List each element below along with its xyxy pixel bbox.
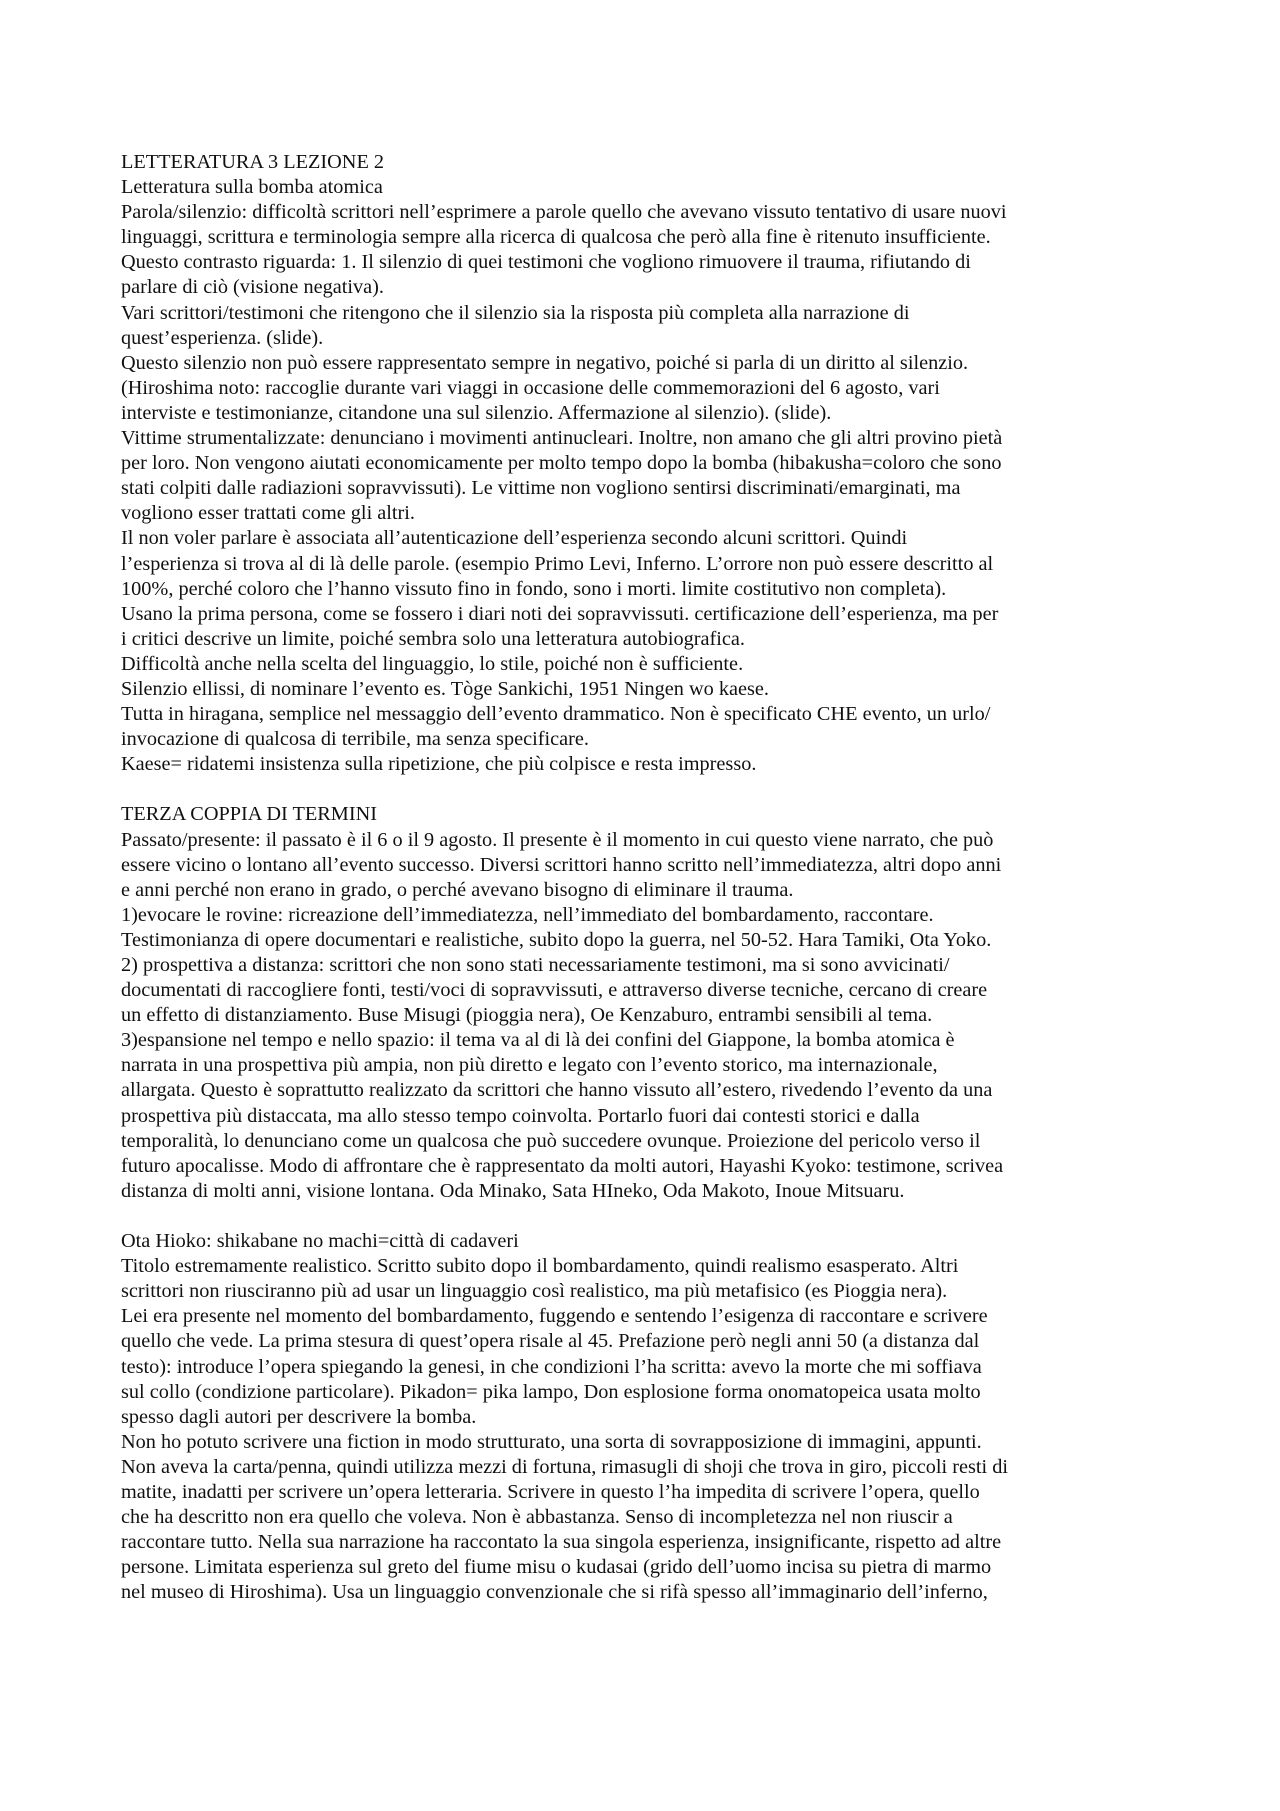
- text-line: 100%, perché coloro che l’hanno vissuto fino in fondo, sono i morti. limite costitutivo non completa).: [121, 577, 947, 600]
- text-line: distanza di molti anni, visione lontana. Oda Minako, Sata HIneko, Oda Makoto, Inoue Mitsuaru.: [121, 1179, 905, 1202]
- text-line: Questo silenzio non può essere rappresentato sempre in negativo, poiché si parla di un diritto al silenzio.: [121, 351, 969, 374]
- text-line: raccontare tutto. Nella sua narrazione ha raccontato la sua singola esperienza, insignificante, rispetto ad altre: [121, 1531, 1002, 1554]
- text-line: invocazione di qualcosa di terribile, ma senza specificare.: [121, 728, 589, 751]
- text-line: vogliono esser trattati come gli altri.: [121, 502, 415, 525]
- text-line: Non ho potuto scrivere una fiction in modo strutturato, una sorta di sovrapposizione di immagini, appunti.: [121, 1430, 982, 1453]
- text-line: interviste e testimonianze, citandone una sul silenzio. Affermazione al silenzio). (slide).: [121, 401, 832, 424]
- text-line: documentati di raccogliere fonti, testi/voci di sopravvissuti, e attraverso diverse tecniche, cercano di creare: [121, 979, 988, 1002]
- text-line: i critici descrive un limite, poiché sembra solo una letteratura autobiografica.: [121, 627, 745, 650]
- document-page: [121, 150, 1166, 1605]
- text-line: Titolo estremamente realistico. Scritto subito dopo il bombardamento, quindi realismo esasperato. Altri: [121, 1255, 959, 1278]
- document-header: LETTERATURA 3 LEZIONE 2: [121, 151, 385, 173]
- text-line: parlare di ciò (visione negativa).: [121, 276, 384, 299]
- text-line: Il non voler parlare è associata all’autenticazione dell’esperienza secondo alcuni scrittori. Quindi: [121, 527, 908, 550]
- text-line: Questo contrasto riguarda: 1. Il silenzio di quei testimoni che vogliono rimuovere il trauma, rifiutando di: [121, 251, 971, 274]
- text-line: temporalità, lo denunciano come un qualcosa che può succedere ovunque. Proiezione del pericolo verso il: [121, 1129, 981, 1152]
- text-line: Ota Hioko: shikabane no machi=città di cadaveri: [121, 1230, 519, 1253]
- text-line: futuro apocalisse. Modo di affrontare che è rappresentato da molti autori, Hayashi Kyoko: testimone, scrivea: [121, 1154, 1004, 1177]
- text-line: Lei era presente nel momento del bombardamento, fuggendo e sentendo l’esigenza di raccontare e scrivere: [121, 1305, 988, 1328]
- text-line: 2) prospettiva a distanza: scrittori che non sono stati necessariamente testimoni, ma si sono avvicinati/: [121, 954, 950, 976]
- text-line: un effetto di distanziamento. Buse Misugi (pioggia nera), Oe Kenzaburo, entrambi sensibili al tema.: [121, 1004, 933, 1027]
- text-line: che ha descritto non era quello che voleva. Non è abbastanza. Senso di incompletezza nel non riuscir a: [121, 1506, 953, 1529]
- paragraph-gap: [121, 777, 1166, 802]
- text-line: stati colpiti dalle radiazioni sopravvissuti). Le vittime non vogliono sentirsi discriminati/emarginati, ma: [121, 477, 961, 500]
- text-line: testo): introduce l’opera spiegando la genesi, in che condizioni l’ha scritta: avevo la morte che mi soffiava: [121, 1355, 982, 1378]
- text-line: nel museo di Hiroshima). Usa un linguaggio convenzionale che si rifà spesso all’immaginario dell’inferno,: [121, 1581, 988, 1604]
- text-line: prospettiva più distaccata, ma allo stesso tempo coinvolta. Portarlo fuori dai contesti storici e dalla: [121, 1104, 920, 1127]
- text-line: narrata in una prospettiva più ampia, non più diretto e legato con l’evento storico, ma internazionale,: [121, 1054, 938, 1077]
- text-line: (Hiroshima noto: raccoglie durante vari viaggi in occasione delle commemorazioni del 6 agosto, vari: [121, 376, 940, 399]
- text-line: Vittime strumentalizzate: denunciano i movimenti antinucleari. Inoltre, non amano che gli altri provino pietà: [121, 427, 1003, 450]
- text-line: l’esperienza si trova al di là delle parole. (esempio Primo Levi, Inferno. L’orrore non può essere descritto al: [121, 552, 994, 575]
- text-line: Testimonianza di opere documentari e realistiche, subito dopo la guerra, nel 50-52. Hara Tamiki, Ota Yoko.: [121, 928, 992, 951]
- text-line: Usano la prima persona, come se fossero i diari noti dei sopravvissuti. certificazione dell’esperienza, ma per: [121, 602, 999, 625]
- section-bomb-literature: [121, 175, 1166, 777]
- text-line: sul collo (condizione particolare). Pikadon= pika lampo, Don esplosione forma onomatopeica usata molto: [121, 1380, 981, 1403]
- text-line: e anni perché non erano in grado, o perché avevano bisogno di eliminare il trauma.: [121, 878, 794, 901]
- text-line: Silenzio ellissi, di nominare l’evento es. Tòge Sankichi, 1951 Ningen wo kaese.: [121, 677, 769, 700]
- text-line: 1)evocare le rovine: ricreazione dell’immediatezza, nell’immediato del bombardamento, raccontare.: [121, 903, 934, 926]
- text-line: Vari scrittori/testimoni che ritengono che il silenzio sia la risposta più completa alla narrazione di: [121, 301, 910, 324]
- text-line: scrittori non riusciranno più ad usar un linguaggio così realistico, ma più metafisico (es Pioggia nera).: [121, 1280, 948, 1303]
- text-line: Non aveva la carta/penna, quindi utilizza mezzi di fortuna, rimasugli di shoji che trova in giro, piccoli resti di: [121, 1455, 1009, 1478]
- text-line: matite, inadatti per scrivere un’opera letteraria. Scrivere in questo l’ha impedita di scrivere l’opera, quello: [121, 1480, 980, 1503]
- text-line: quest’esperienza. (slide).: [121, 326, 324, 349]
- text-line: persone. Limitata esperienza sul greto del fiume misu o kudasai (grido dell’uomo incisa su pietra di marmo: [121, 1556, 992, 1579]
- text-line: Passato/presente: il passato è il 6 o il 9 agosto. Il presente è il momento in cui questo viene narrato, che può: [121, 828, 994, 851]
- paragraph-gap: [121, 1204, 1166, 1229]
- text-line: quello che vede. La prima stesura di quest’opera risale al 45. Prefazione però negli anni 50 (a distanza dal: [121, 1330, 980, 1353]
- text-line: Tutta in hiragana, semplice nel messaggio dell’evento drammatico. Non è specificato CHE evento, un urlo/: [121, 703, 991, 726]
- text-line: linguaggi, scrittura e terminologia sempre alla ricerca di qualcosa che però alla fine è ritenuto insufficiente.: [121, 226, 991, 249]
- section-title-terza-coppia: TERZA COPPIA DI TERMINI: [121, 803, 377, 826]
- section-terza-coppia: [121, 828, 1166, 1204]
- text-line: essere vicino o lontano all’evento successo. Diversi scrittori hanno scritto nell’immediatezza, altri dopo anni: [121, 853, 1002, 876]
- text-line: Letteratura sulla bomba atomica: [121, 176, 383, 199]
- text-line: spesso dagli autori per descrivere la bomba.: [121, 1405, 477, 1428]
- text-line: per loro. Non vengono aiutati economicamente per molto tempo dopo la bomba (hibakusha=coloro che sono: [121, 452, 1002, 475]
- text-line: Parola/silenzio: difficoltà scrittori nell’esprimere a parole quello che avevano vissuto tentativo di usare nuovi: [121, 201, 1007, 224]
- text-line: Difficoltà anche nella scelta del linguaggio, lo stile, poiché non è sufficiente.: [121, 652, 744, 675]
- section-ota-hioko: [121, 1229, 1166, 1605]
- text-line: allargata. Questo è soprattutto realizzato da scrittori che hanno vissuto all’estero, rivedendo l’evento da una: [121, 1079, 993, 1102]
- text-line: Kaese= ridatemi insistenza sulla ripetizione, che più colpisce e resta impresso.: [121, 753, 757, 776]
- text-line: 3)espansione nel tempo e nello spazio: il tema va al di là dei confini del Giappone, la bomba atomica è: [121, 1029, 955, 1052]
